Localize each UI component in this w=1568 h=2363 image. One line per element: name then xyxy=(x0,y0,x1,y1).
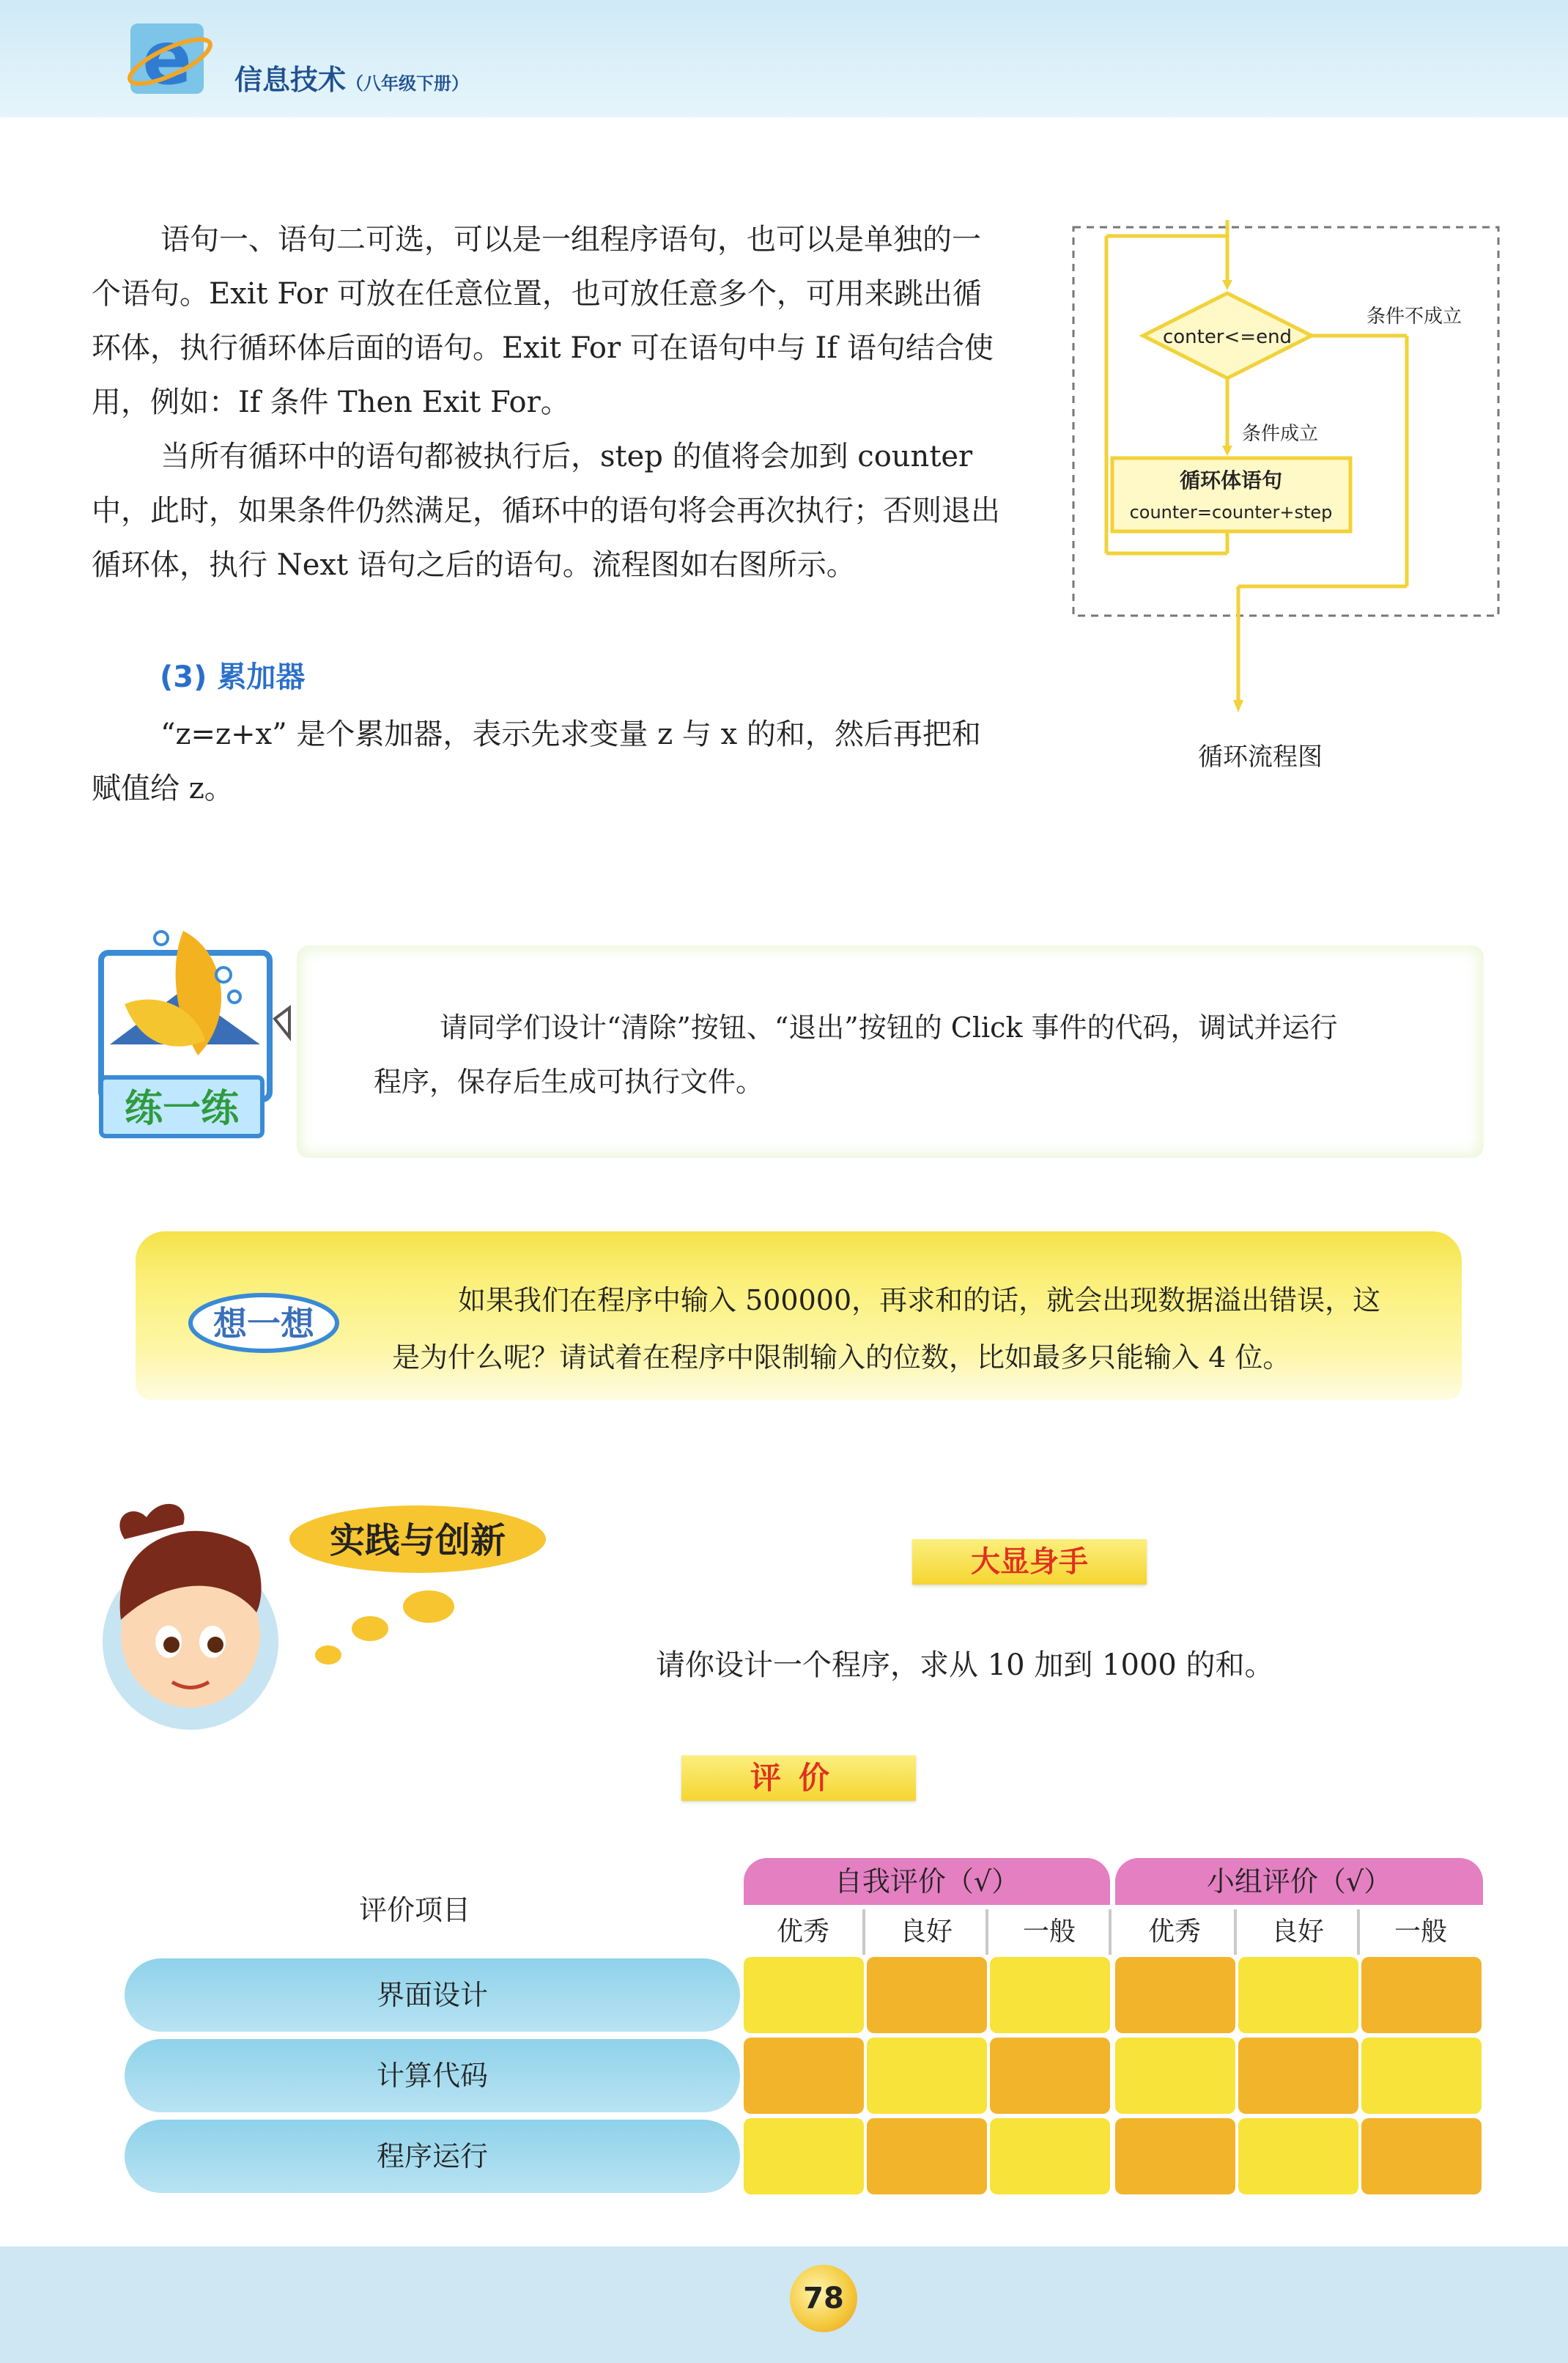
eval-checkbox-cell[interactable] xyxy=(867,2118,987,2194)
eval-checkbox-cell[interactable] xyxy=(1115,1957,1235,2033)
page-footer xyxy=(0,2246,1568,2363)
paragraph-1: 语句一、语句二可选，可以是一组程序语句，也可以是单独的一个语句。Exit For 可放在任意位置，也可放任意多个，可用来跳出循环体，执行循环体后面的语句。Exit For 可在语句中与 If 语句结合使用，例如：If 条件 Then Exit For。 xyxy=(92,223,994,419)
self-eval-header: 自我评价（√） xyxy=(744,1858,1110,1905)
true-label: 条件成立 xyxy=(1242,423,1319,445)
eval-checkbox-cell[interactable] xyxy=(990,2118,1110,2194)
eval-checkbox-cell[interactable] xyxy=(1115,2118,1235,2194)
subheading-accumulator: (3) 累加器 xyxy=(160,660,306,694)
eval-checkbox-cell[interactable] xyxy=(1238,2118,1358,2194)
level-excellent-self: 优秀 xyxy=(744,1909,865,1955)
loop-flowchart xyxy=(1062,220,1524,777)
row-label-code: 计算代码 xyxy=(125,2039,740,2112)
false-label: 条件不成立 xyxy=(1367,306,1462,328)
eval-checkbox-cell[interactable] xyxy=(744,2038,864,2114)
page-header xyxy=(0,0,1568,117)
flowchart-frame xyxy=(1073,227,1498,616)
eval-checkbox-cell[interactable] xyxy=(867,1957,987,2033)
group-eval-header: 小组评价（√） xyxy=(1115,1858,1483,1905)
level-average-self: 一般 xyxy=(990,1909,1112,1955)
book-title-text: 信息技术 xyxy=(234,64,347,96)
eval-checkbox-cell[interactable] xyxy=(1115,2038,1235,2114)
eval-checkbox-cell[interactable] xyxy=(744,2118,864,2194)
fish-practice-icon xyxy=(95,909,293,1151)
practice-line-1: 请同学们设计“清除”按钮、“退出”按钮的 Click 事件的代码，调试并运行 xyxy=(440,1011,1338,1044)
cloud-dot-medium xyxy=(352,1616,388,1641)
cloud-label-text: 实践与创新 xyxy=(329,1520,506,1561)
eval-checkbox-cell[interactable] xyxy=(744,1957,864,2033)
eval-checkbox-cell[interactable] xyxy=(990,1957,1110,2033)
eval-checkbox-cell[interactable] xyxy=(1361,2118,1482,2194)
flowchart-caption: 循环流程图 xyxy=(1198,742,1323,772)
body-label: 循环体语句 xyxy=(1179,468,1283,493)
paragraph-2: 当所有循环中的语句都被执行后，step 的值将会加到 counter 中，此时，如果条件仍然满足，循环中的语句将会再次执行；否则退出循环体，执行 Next 语句之后的语句。流程图如右图所示。 xyxy=(92,440,1000,582)
svg-text:e: e xyxy=(142,16,192,101)
think-badge-label: 想一想 xyxy=(213,1304,314,1343)
step-label: counter=counter+step xyxy=(1129,502,1333,523)
eval-checkbox-cell[interactable] xyxy=(1238,2038,1358,2114)
row-label-interface: 界面设计 xyxy=(125,1958,740,2032)
body-text-top xyxy=(92,213,1000,592)
show-skill-banner: 大显身手 xyxy=(912,1539,1147,1585)
think-badge xyxy=(187,1290,341,1356)
eval-checkbox-cell[interactable] xyxy=(1361,2038,1482,2114)
practice-line-2: 程序，保存后生成可执行文件。 xyxy=(374,1066,764,1098)
evaluation-banner: 评价 xyxy=(681,1755,916,1801)
row-label-run: 程序运行 xyxy=(125,2120,740,2193)
level-average-group: 一般 xyxy=(1361,1909,1480,1955)
cloud-dot-large xyxy=(403,1590,454,1623)
book-title xyxy=(234,57,469,97)
book-subtitle: （八年级下册） xyxy=(346,73,470,94)
girl-illustration-icon xyxy=(81,1495,315,1737)
think-line-2: 是为什么呢？请试着在程序中限制输入的位数，比如最多只能输入 4 位。 xyxy=(392,1341,1291,1374)
eval-checkbox-cell[interactable] xyxy=(1238,1957,1358,2033)
eval-checkbox-cell[interactable] xyxy=(867,2038,987,2114)
practice-text xyxy=(374,1000,1458,1109)
eval-item-header: 评价项目 xyxy=(359,1894,471,1926)
level-excellent-group: 优秀 xyxy=(1115,1909,1237,1955)
cloud-dot-small xyxy=(315,1645,341,1665)
think-text xyxy=(392,1272,1432,1386)
level-good-group: 良好 xyxy=(1238,1909,1360,1955)
thought-cloud xyxy=(286,1503,550,1583)
paragraph-3: “z=z+x” 是个累加器，表示先求变量 z 与 x 的和，然后再把和赋值给 z。 xyxy=(92,718,981,806)
think-line-1: 如果我们在程序中输入 500000，再求和的话，就会出现数据溢出错误，这 xyxy=(458,1284,1381,1316)
task-text: 请你设计一个程序，求从 10 加到 1000 的和。 xyxy=(656,1648,1274,1682)
condition-text: conter<=end xyxy=(1162,326,1293,348)
eval-checkbox-cell[interactable] xyxy=(1361,1957,1482,2033)
level-good-self: 良好 xyxy=(867,1909,988,1955)
ie-logo-icon xyxy=(125,16,220,111)
page-number: 78 xyxy=(790,2265,857,2332)
practice-badge-label: 练一练 xyxy=(124,1087,240,1131)
eval-checkbox-cell[interactable] xyxy=(990,2038,1110,2114)
body-text-bottom xyxy=(92,707,1000,816)
